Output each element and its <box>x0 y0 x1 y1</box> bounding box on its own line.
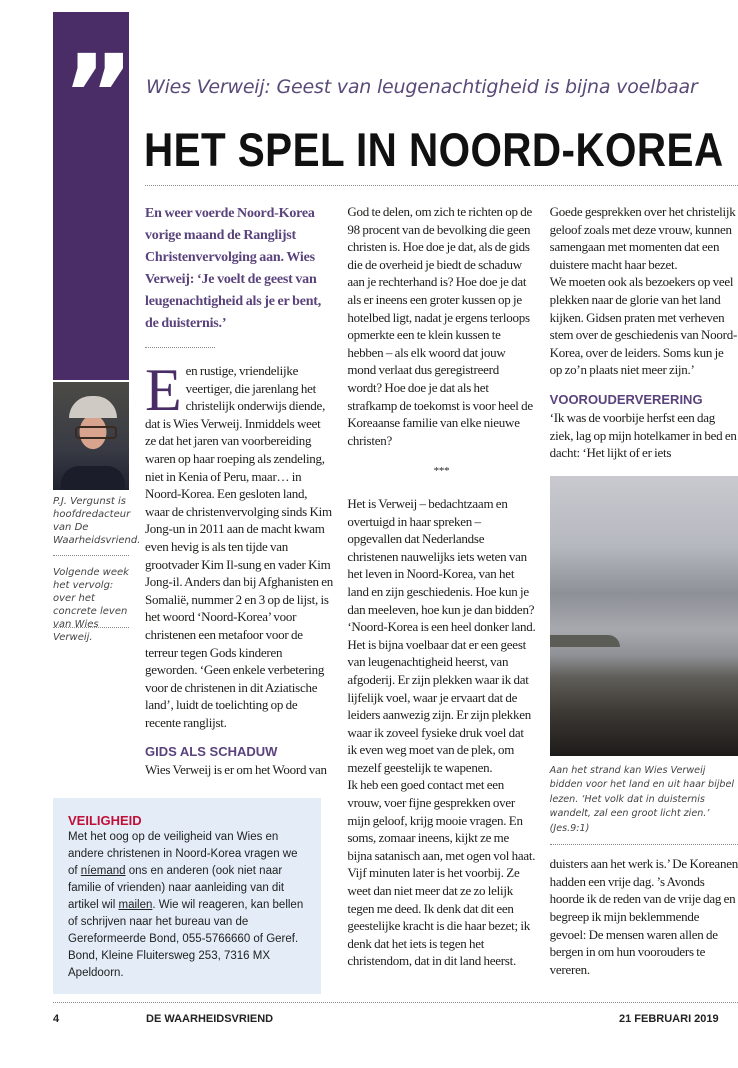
infobox-text-part: Met het oog op de veiligheid van Wies en andere christenen in Noord-Korea vragen we of <box>68 831 298 877</box>
paragraph: Wies Verweij is er om het Woord van God te delen, om zich te richten op de 98 procent van de bevolking die geen christen is. Hoe doe je dat, als de gids die de overheid je biedt de schaduw aan je rechterhand is? Hoe doe je dat als er ineens een groter kussen op je hotelbed ligt, nadat je ergens terloops opmerkte een te klein kussen te hebben – als elk woord dat jouw mond verlaat dus geregistreerd wordt? Hoe doe je dat als het strafkamp de toekomst is voor heel de Koreaanse familie van elke nieuwe christen? <box>145 203 536 985</box>
footer-divider <box>53 1002 738 1003</box>
emphasis-mailen: mailen <box>118 899 153 911</box>
paragraph: Het is Verweij – bedachtzaam en overtuigd in haar spreken – opgevallen dat Nederlandse christenen nauwelijks iets weten van het leven in Noord-Korea, van het land en zijn geschiedenis. Hoe kun je dan meeleven, hoe kun je dan bidden? ‘Noord-Korea is een heel donker land. Het is bijna voelbaar dat er een geest van leugenachtigheid heerst, van afgoderij. Er zijn plekken waar ik dat lijfelijk voel, waar je ervaart dat de leiders aanwezig zijn. Er zijn plekken waar ik zoveel fysieke druk voel dat ik even weg moet van de plek, om mezelf geestelijk te wapenen. <box>347 495 536 775</box>
infobox-text <box>68 829 307 982</box>
paragraph: duisters aan het werk is.’ De Koreanen hadden een vrije dag. ’s Avonds hoorde ik de reden van de vrije dag en begreep ik mijn beklemmende gevoel: De mensen waren allen de bergen in om hun voorouders te vereren. <box>549 856 738 977</box>
portrait-suit <box>61 466 125 490</box>
infobox-text-part: ons en anderen (ook niet naar familie of vrienden) naar aanleiding van dit artikel wil <box>68 865 285 911</box>
photo-caption: Aan het strand kan Wies Verweij bidden voor het land en uit haar bijbel lezen. ‘Het volk dat in duisternis wandelt, zal een groot licht zien.’ (Jes.9:1) <box>549 764 735 834</box>
portrait-caption: P.J. Vergunst is hoofdredacteur van De Waarheidsvriend. <box>53 496 141 546</box>
article-kicker: Wies Verweij: Geest van leugenachtigheid is bijna voelbaar <box>146 76 698 98</box>
next-week-note: Volgende week het vervolg: over het concrete leven van Wies Verweij. <box>53 567 129 643</box>
page-title: HET SPEL IN NOORD-KOREA <box>144 123 724 176</box>
publication-name: DE WAARHEIDSVRIEND <box>146 1013 274 1025</box>
divider <box>145 185 738 186</box>
paragraph: Ik heb een goed contact met een vrouw, voer fijne gesprekken over mijn geloof, krijg mooie vragen. En soms, zomaar ineens, kijkt ze me bijna satanisch aan, met ogen vol haat. Vijf minuten later is het voorbij. Ze weet dan niet meer dat ze zo lelijk tegen me deed. Ik denk dat dit een geestelijke kracht is die haar bezet; ik denk dat het iets is tegen het christendom, dat in dit land heerst. Goede gesprekken over het christelijk geloof zoals met deze vrouw, kunnen samengaan met momenten dat een duistere macht haar bezet. <box>347 204 736 969</box>
author-portrait <box>53 382 129 490</box>
portrait-glasses <box>75 426 117 439</box>
photo-headland <box>550 635 620 647</box>
quote-icon: ” <box>62 31 135 159</box>
page-number: 4 <box>53 1013 60 1025</box>
subheading: VOOROUDERVERERING <box>549 391 703 407</box>
divider <box>53 627 129 628</box>
paragraph <box>145 357 334 731</box>
portrait-hair <box>69 396 117 418</box>
emphasis-niemand: níemand <box>80 865 126 877</box>
infobox-heading: VEILIGHEID <box>68 813 142 828</box>
issue-date: 21 FEBRUARI 2019 <box>619 1013 719 1025</box>
paragraph: ‘Ik was de voorbije herfst een dag ziek, lag op mijn hotelkamer in bed en dacht: ‘Het lijkt of er iets <box>549 409 737 461</box>
subheading: GIDS ALS SCHADUW <box>145 744 278 760</box>
paragraph: We moeten ook als bezoekers op veel plekken naar de glorie van het land kijken. Gidsen praten met verheven stem over de geschiedenis van Noord-Korea, over de leiders. Soms kun je op zo’n plaats niet meer zijn.’ <box>549 274 738 378</box>
divider <box>550 844 738 845</box>
drop-cap: E <box>145 357 182 423</box>
safety-infobox <box>53 798 321 994</box>
paragraph-text: en rustige, vriendelijke veertiger, die jarenlang het christelijk onderwijs diende, dat is Wies Verweij. Inmiddels weet ze dat het jaren van voorbereiding waren op haar roeping als zendeling, niet in Kenia of Peru, maar… in Noord-Korea. Een gesloten land, waar de christenvervolging sinds Kim Jong-un in 2011 aan de macht kwam even hevig is als ten tijde van grootvader Kim Il-sung en vader Kim Jong-il. Anders dan bij Afghanisten en Somalië, nummer 2 en 3 op de lijst, is het woord ‘Noord-Korea’ voor christenen een metafoor voor de terreur tegen Gods kinderen geworden. ‘Geen enkele verbetering voor de christenen in dit Aziatische land’, luidt de toelichting op de recente ranglijst. <box>145 363 334 730</box>
separator: *** <box>433 465 450 478</box>
divider <box>145 347 215 348</box>
infobox-text-part: . Wie wil reageren, kan bellen of schrijven naar het bureau van de Gereformeerde Bond, 055-5766660 of Geref. Bond, Kleine Fluitersweg 253, 7316 MX Apeldoorn. <box>68 899 304 979</box>
article-lead: En weer voerde Noord-Korea vorige maand de Ranglijst Christenvervolging aan. Wies Verweij: ‘Je voelt de geest van leugenachtigheid als je er bent, de duisternis.’ <box>145 206 322 331</box>
divider <box>53 555 129 556</box>
beach-photo <box>550 476 738 756</box>
